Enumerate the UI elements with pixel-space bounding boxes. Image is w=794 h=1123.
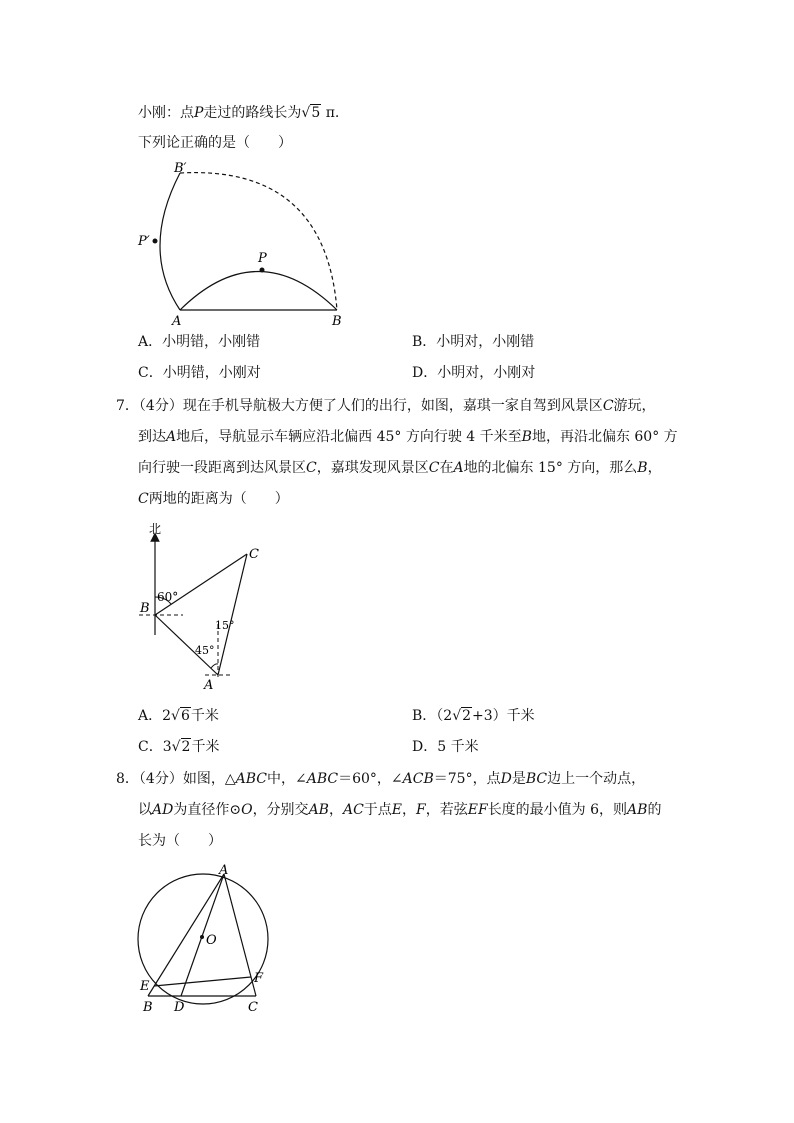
segment-bc (155, 554, 247, 615)
point-p (260, 268, 265, 273)
sqrt-5: √5 (301, 105, 321, 121)
var: AB (308, 802, 329, 818)
segment-ac (218, 554, 247, 675)
text: 地的北偏东 15° 方向，那么 (463, 460, 638, 476)
segment-ad (181, 874, 224, 996)
q7-option-b (412, 706, 535, 726)
var: B (637, 460, 648, 476)
period: . (334, 105, 340, 121)
text: 中，∠ (266, 771, 307, 787)
var: C (138, 491, 149, 507)
text: ＝75°，点 (433, 771, 501, 787)
q7-option-c (138, 737, 219, 757)
label-d: D (174, 1000, 185, 1015)
text: 边上一个动点， (547, 771, 646, 787)
text: +3）千米 (472, 708, 535, 724)
var: ABC (235, 771, 267, 787)
q7-line3 (138, 458, 662, 478)
segment-ef (154, 977, 251, 986)
text: B．（2 (412, 708, 453, 724)
q6-option-a: A．小明错，小刚错 (138, 334, 261, 350)
label-c: C (249, 547, 259, 562)
q7-line1 (116, 396, 656, 416)
point-pprime (153, 239, 158, 244)
text: 向行驶一段距离到达风景区 (138, 460, 306, 476)
var: AB (627, 802, 648, 818)
q8-line3: 长为（ ） (138, 833, 222, 849)
var: C (428, 460, 440, 476)
angle-15: 15° (215, 619, 235, 632)
q6-option-c: C．小明错，小刚对 (138, 365, 261, 381)
sqrt: √6 (171, 708, 190, 724)
var: C (306, 460, 317, 476)
var: C (602, 398, 614, 414)
radicand: 6 (180, 708, 190, 724)
var: ACB (402, 771, 434, 787)
var: EF (467, 802, 488, 818)
q8-line2 (138, 800, 661, 820)
text: 千米 (190, 708, 219, 724)
text: ＝60°，∠ (338, 771, 403, 787)
var: AC (342, 802, 364, 818)
text: 游玩， (613, 398, 656, 414)
sqrt: √2 (171, 739, 191, 755)
text: ， (328, 802, 343, 818)
text: ，分别交 (252, 802, 309, 818)
label-b: B (143, 1000, 153, 1015)
text: 为直径作⊙ (173, 802, 242, 818)
q7-line4 (138, 489, 289, 509)
var: ABC (306, 771, 339, 787)
radicand: 2 (462, 708, 472, 724)
text: 8．（4分）如图，△ (116, 771, 236, 787)
label-f: F (254, 971, 264, 986)
q6-xiaogang-line (138, 103, 339, 123)
q7-option-d: D．5 千米 (412, 739, 479, 755)
text: 地，再沿北偏东 60° 方 (531, 429, 678, 445)
text: 长度的最小值为 6，则 (487, 802, 628, 818)
var: B (521, 429, 532, 445)
arc-a-bprime (160, 173, 180, 310)
var: A (453, 460, 464, 476)
q6-figure (130, 155, 350, 330)
q7-figure (135, 517, 275, 692)
text: ，若弦 (425, 802, 468, 818)
q8-line1 (116, 769, 645, 789)
var: D (500, 771, 512, 787)
text: 于点 (363, 802, 392, 818)
arc-bprime-b (180, 173, 337, 310)
var-p: P (194, 105, 204, 121)
angle-60: 60° (157, 590, 179, 604)
sqrt: √2 (452, 708, 472, 724)
label-a: A (219, 863, 229, 878)
var: A (166, 429, 177, 445)
label-p: P (258, 251, 267, 266)
q8-figure (134, 862, 284, 1017)
text: 的 (647, 802, 662, 818)
text: C．3 (138, 739, 172, 755)
radicand: 2 (181, 739, 191, 755)
text: 以 (138, 802, 152, 818)
label-o: O (206, 933, 217, 948)
label-north: 北 (149, 522, 162, 536)
text: 到达 (138, 429, 166, 445)
point-o (200, 935, 204, 939)
angle-arc-45 (211, 664, 218, 668)
text: ，嘉琪发现风景区 (316, 460, 429, 476)
label-b: B (332, 314, 342, 329)
angle-45: 45° (195, 644, 215, 657)
label-bprime: B′ (174, 161, 187, 176)
radicand: 5 (311, 105, 321, 121)
q6-option-b: B．小明对，小刚错 (412, 334, 535, 350)
label-b: B (140, 601, 150, 616)
text: 两地的距离为（ ） (148, 491, 289, 507)
var: AD (152, 802, 174, 818)
var: BC (525, 771, 548, 787)
arc-a-p-b (180, 272, 337, 311)
text: A．2 (138, 708, 172, 724)
pi-symbol: π (325, 105, 335, 121)
text: 是 (511, 771, 526, 787)
text: 7．（4分）现在手机导航极大方便了人们的出行，如图，嘉琪一家自驾到风景区 (116, 398, 603, 414)
text: ， (402, 802, 417, 818)
text: 小刚：点 (138, 105, 194, 121)
text: 地后，导航显示车辆应沿北偏西 45° 方向行驶 4 千米至 (176, 429, 522, 445)
q7-option-a (138, 706, 219, 726)
label-e: E (140, 979, 150, 994)
circle-o (138, 874, 268, 1004)
label-c: C (248, 1000, 258, 1015)
label-a: A (172, 314, 182, 329)
label-a: A (204, 678, 214, 692)
text: 走过的路线长为 (203, 105, 302, 121)
var: O (241, 802, 253, 818)
q7-line2 (138, 427, 678, 447)
q6-option-d: D．小明对，小刚对 (412, 365, 536, 381)
text: ， (647, 460, 662, 476)
var: F (416, 802, 426, 818)
var: E (391, 802, 403, 818)
label-pprime: P′ (138, 234, 150, 249)
text: 在 (439, 460, 454, 476)
q6-question: 下列论正确的是（ ） (138, 135, 292, 151)
text: 千米 (191, 739, 220, 755)
